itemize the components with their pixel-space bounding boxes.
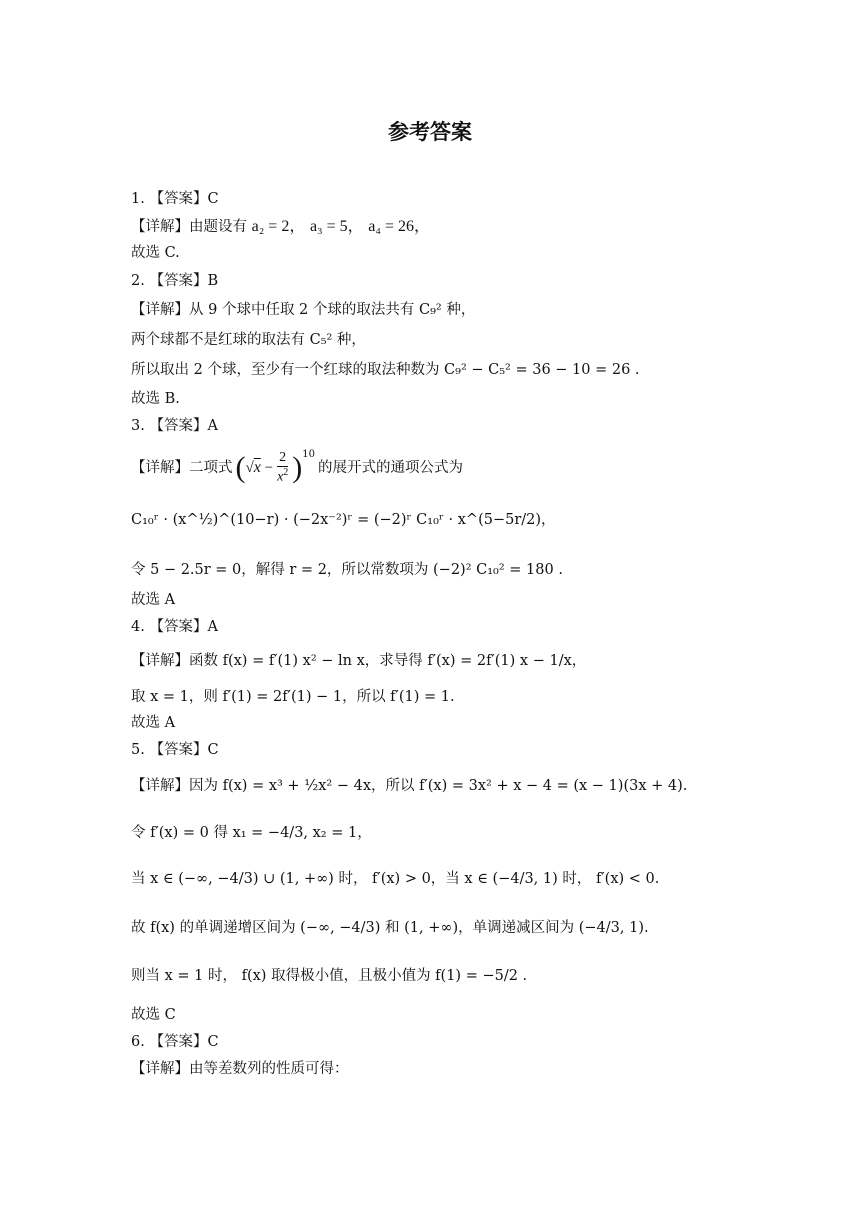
- q2-answer: 2. 【答案】B: [131, 273, 219, 289]
- q6-answer: 6. 【答案】C: [131, 1034, 219, 1050]
- q3-line1-suffix: 的展开式的通项公式为: [318, 459, 464, 476]
- q3-answer: 3. 【答案】A: [131, 418, 218, 434]
- q3-line1-prefix: 【详解】二项式: [131, 459, 233, 476]
- q5-answer: 5. 【答案】C: [131, 742, 219, 758]
- q4-line1: 【详解】函数 f(x) = f′(1) x² − ln x，求导得 f′(x) = 2f′(1) x − 1/x，: [131, 653, 587, 669]
- q1-a4: a₄ = 26，: [368, 218, 430, 235]
- q1-detail: [131, 219, 430, 235]
- q3-line2: C₁₀ʳ · (x^½)^(10−r) · (−2x⁻²)ʳ = (−2)ʳ C₁₀ʳ · x^(5−5r/2)，: [131, 512, 556, 528]
- q3-conclusion: 故选 A: [131, 592, 176, 608]
- q2-conclusion: 故选 B.: [131, 391, 180, 407]
- q2-line1: 【详解】从 9 个球中任取 2 个球的取法共有 C₉² 种，: [131, 302, 476, 318]
- q3-binomial: ( √x − $\frac{2}{x^2}$ ) $^{10}$: [235, 449, 316, 485]
- q5-line4: 故 f(x) 的单调递增区间为 (−∞, −4/3) 和 (1, +∞)，单调递减区间为 (−4/3, 1).: [131, 920, 649, 936]
- q5-line1: 【详解】因为 f(x) = x³ + ½x² − 4x，所以 f′(x) = 3x² + x − 4 = (x − 1)(3x + 4).: [131, 778, 688, 794]
- q2-line3: 所以取出 2 个球，至少有一个红球的取法种数为 C₉² − C₅² = 36 − 10 = 26 .: [131, 362, 640, 378]
- q1-conclusion: 故选 C.: [131, 245, 180, 261]
- q1-a3: a₃ = 5，: [309, 218, 364, 235]
- q3-line1: [131, 448, 463, 488]
- q4-conclusion: 故选 A: [131, 715, 176, 731]
- q5-line2: 令 f′(x) = 0 得 x₁ = −4/3, x₂ = 1，: [131, 825, 372, 841]
- q1-a2: a₂ = 2，: [251, 218, 306, 235]
- page-title: 参考答案: [388, 120, 472, 144]
- q1-answer: 1. 【答案】C: [131, 191, 219, 207]
- q2-line2: 两个球都不是红球的取法有 C₅² 种，: [131, 332, 366, 348]
- q5-line5: 则当 x = 1 时， f(x) 取得极小值，且极小值为 f(1) = −5/2 .: [131, 968, 528, 984]
- q6-line1: 【详解】由等差数列的性质可得：: [131, 1061, 349, 1077]
- q3-line3: 令 5 − 2.5r = 0，解得 r = 2，所以常数项为 (−2)² C₁₀² = 180 .: [131, 562, 563, 578]
- q4-line2: 取 x = 1，则 f′(1) = 2f′(1) − 1，所以 f′(1) = 1.: [131, 689, 455, 705]
- q1-detail-prefix: 【详解】由题设有: [131, 219, 247, 235]
- q5-conclusion: 故选 C: [131, 1007, 176, 1023]
- q5-line3: 当 x ∈ (−∞, −4/3) ∪ (1, +∞) 时， f′(x) > 0，当 x ∈ (−4/3, 1) 时， f′(x) < 0.: [131, 871, 660, 887]
- q4-answer: 4. 【答案】A: [131, 619, 218, 635]
